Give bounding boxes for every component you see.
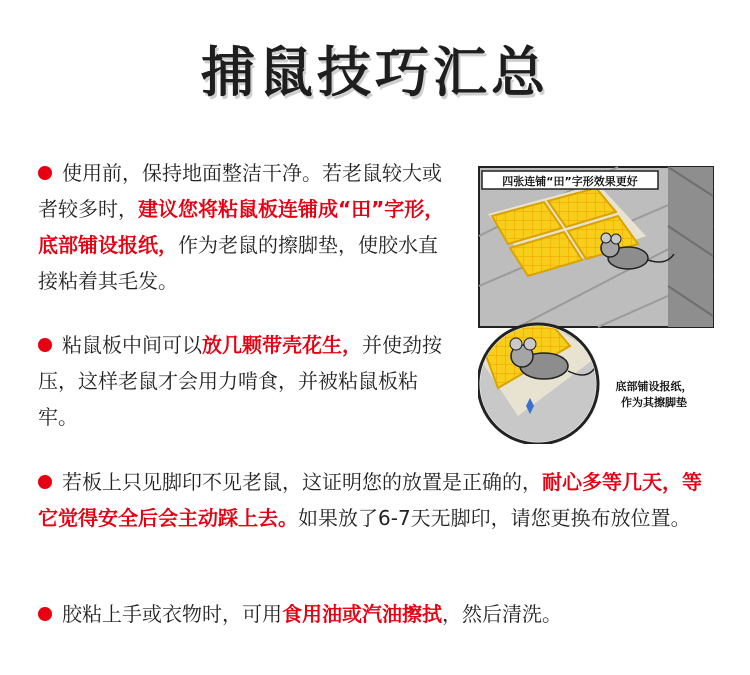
illustration-bottom-caption-2: 作为其擦脚垫 [621, 396, 687, 409]
glue-trap-illustration [478, 166, 714, 444]
tip-4-text-b: ，然后清洗。 [442, 602, 562, 626]
tip-3-text-a: 若板上只见脚印不见老鼠，这证明您的放置是正确的， [62, 470, 542, 494]
tip-2-highlight: 放几颗带壳花生， [202, 333, 362, 357]
tip-2-text-b: 并使劲按压，这样老鼠才会用力啃食，并被粘鼠板粘牢。 [38, 333, 442, 429]
bullet-dot-icon [38, 166, 52, 180]
tip-3-highlight: 耐心多等几天，等它觉得安全后会主动踩上去。 [38, 470, 702, 530]
bullet-dot-icon [38, 338, 52, 352]
tip-paragraph-4 [38, 596, 718, 632]
tip-2-text-a: 粘鼠板中间可以 [62, 333, 202, 357]
bullet-dot-icon [38, 607, 52, 621]
illustration-top-caption: 四张连铺“田”字形效果更好 [502, 175, 638, 188]
page-title: 捕鼠技巧汇总 [201, 41, 549, 104]
tip-4-highlight: 食用油或汽油擦拭 [282, 602, 442, 626]
tip-1-text-a: 使用前，保持地面整洁干净。若老鼠较大或者较多时， [38, 161, 442, 221]
illustration-bottom-caption-1: 底部铺设报纸， [615, 380, 693, 393]
tip-paragraph-2 [38, 327, 448, 435]
tip-3-text-b: 如果放了6-7天无脚印，请您更换布放位置。 [298, 506, 691, 530]
tip-paragraph-1 [38, 155, 448, 299]
tip-1-text-b: 作为老鼠的擦脚垫，使胶水直接粘着其毛发。 [38, 233, 438, 293]
tip-4-text-a: 胶粘上手或衣物时，可用 [62, 602, 282, 626]
tip-paragraph-3 [38, 464, 718, 536]
bullet-dot-icon [38, 475, 52, 489]
tip-1-highlight: 建议您将粘鼠板连铺成“田”字形，底部铺设报纸， [38, 197, 445, 257]
